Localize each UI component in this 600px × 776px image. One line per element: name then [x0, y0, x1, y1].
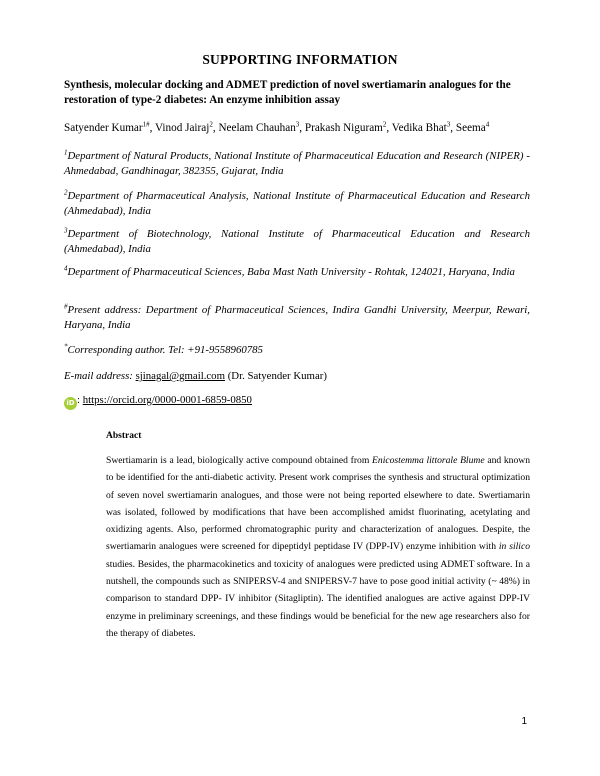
abstract-text: Swertiamarin is a lead, biologically active compound obtained from: [106, 455, 370, 466]
email-label: E-mail address:: [64, 370, 133, 382]
affiliation-1: [64, 149, 530, 179]
affiliation-2: [64, 189, 530, 219]
author-affiliation-marker: 1#: [142, 120, 150, 129]
supporting-information-heading: SUPPORTING INFORMATION: [202, 52, 398, 67]
paper-title: Synthesis, molecular docking and ADMET prediction of novel swertiamarin analogues for the restoration of type-2 diabetes: An enzyme inhibition assay: [64, 79, 511, 106]
affiliation-text: Department of Pharmaceutical Sciences, Baba Mast Nath University - Rohtak, 124021, Haryana, India: [67, 266, 515, 278]
abstract-text: and known to be identified for the anti-diabetic activity. Present work comprises the synthesis and structural optimization of seven novel swertiamarin analogues, and those were not being reported elsewhere to date. Swertiamarin was isolated, followed by modifications that have been accomplished amidst fluorinating, acetylating and oxidizing agents. Also, performed chromatographic purity and characterization of analogues. Despite, the swertiamarin analogues were screened for dipeptidyl peptidase IV (DPP-IV) enzyme inhibition with: [106, 455, 530, 553]
author-affiliation-marker: 3: [446, 120, 451, 129]
abstract-heading: Abstract: [106, 431, 142, 441]
orcid-separator: :: [77, 394, 80, 406]
species-name: Enicostemma littorale Blume: [372, 455, 485, 466]
affiliation-marker: 3: [64, 226, 68, 235]
affiliation-4: [64, 265, 530, 280]
present-address: [64, 303, 530, 333]
orcid-icon: iD: [64, 397, 77, 410]
orcid-link[interactable]: https://orcid.org/0000-0001-6859-0850: [82, 394, 252, 406]
affiliation-marker: #: [64, 302, 68, 311]
email-link[interactable]: sjinagal@gmail.com: [135, 370, 225, 382]
affiliation-text: Present address: Department of Pharmaceutical Sciences, Indira Gandhi University, Meerpur, Rewari, Haryana, India: [64, 304, 530, 331]
author-name: Neelam Chauhan: [218, 122, 296, 134]
affiliation-text: Department of Pharmaceutical Analysis, National Institute of Pharmaceutical Education and Research (Ahmedabad), India: [64, 190, 530, 217]
author-affiliation-marker: 2: [382, 120, 387, 129]
email-owner: (Dr. Satyender Kumar): [227, 370, 327, 382]
affiliation-3: [64, 227, 530, 257]
affiliation-text: Department of Natural Products, National Institute of Pharmaceutical Education and Research (NIPER) - Ahmedabad, Gandhinagar, 382355, Gujarat, India: [64, 150, 530, 177]
email-line: [64, 369, 327, 384]
author-name: Vedika Bhat: [391, 122, 447, 134]
abstract-text: studies. Besides, the pharmacokinetics and toxicity of analogues were predicted using ADMET software. In a nutshell, the compounds such as SNIPERSV-4 and SNIPERSV-7 have to pose good initial activity (~ 48%) in comparison to standard DPP- IV inhibitor (Sitagliptin). The identified analogues are active against DPP-IV enzyme in preliminary screenings, and these findings would be beneficial for the new age researchers also for the therapy of diabetes.: [106, 558, 530, 639]
author-name: Satyender Kumar: [64, 122, 143, 134]
page-number: 1: [521, 716, 527, 727]
affiliation-marker: 1: [64, 148, 68, 157]
author-affiliation-marker: 4: [485, 120, 490, 129]
in-silico-term: in silico: [498, 541, 530, 553]
affiliation-marker: *: [64, 342, 68, 351]
author-name: Seema: [455, 122, 486, 134]
affiliation-text: Department of Biotechnology, National Institute of Pharmaceutical Education and Research (Ahmedabad), India: [64, 228, 530, 255]
affiliation-marker: 4: [64, 264, 68, 273]
corresponding-author: [64, 343, 530, 358]
author-name: Prakash Niguram: [304, 122, 383, 134]
orcid-line: [64, 393, 252, 410]
abstract-body: [106, 452, 530, 642]
corresponding-author-text: Corresponding author. Tel: +91-9558960785: [67, 344, 263, 356]
author-list: Satyender Kumar$^{1\#}$, Vinod Jairaj$^2$, Neelam Chauhan$^3$, Prakash Niguram$^2$, Vedika Bhat$^3$, Seema$^4$: [64, 120, 490, 134]
affiliation-marker: 2: [64, 188, 68, 197]
author-affiliation-marker: 2: [209, 120, 213, 129]
author-name: Vinod Jairaj: [155, 122, 210, 134]
author-affiliation-marker: 3: [295, 120, 300, 129]
